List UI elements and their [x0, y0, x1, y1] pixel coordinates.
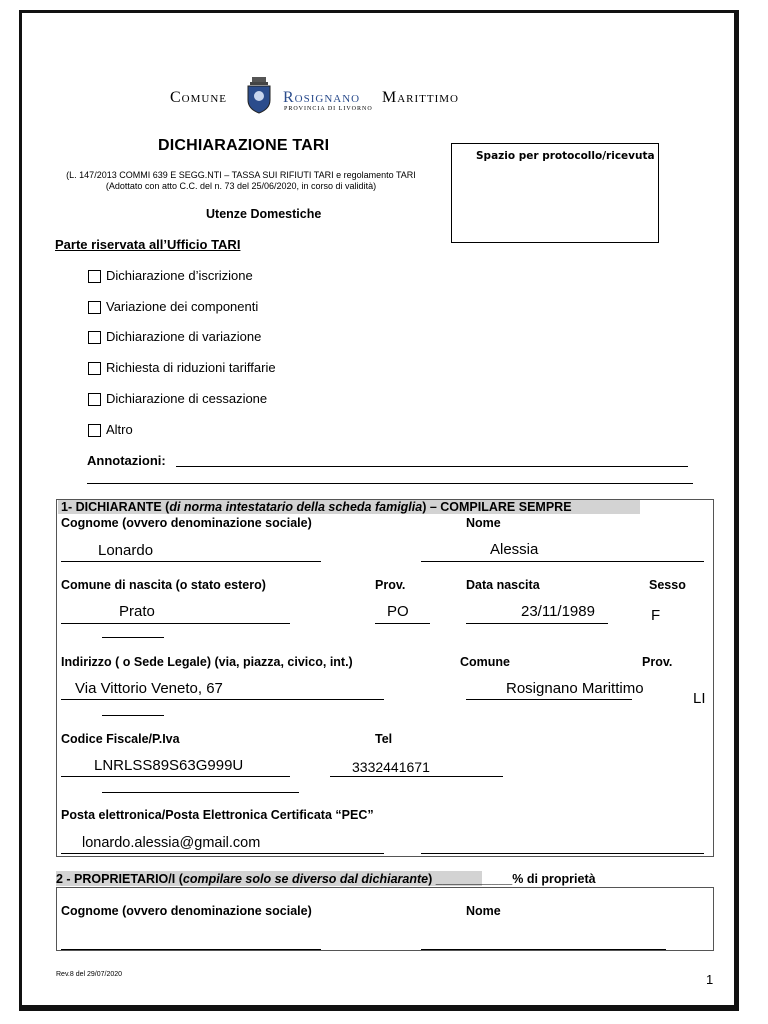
law-reference-line2: (Adottato con atto C.C. del n. 73 del 25/06/2020, in corso di validità) [105, 181, 377, 191]
protocol-box [451, 143, 659, 243]
nome-line [421, 561, 704, 562]
prop-nome-line[interactable] [421, 949, 666, 950]
checkbox-iscrizione[interactable] [88, 270, 101, 283]
annotazioni-label: Annotazioni: [87, 453, 166, 468]
comune-line [466, 699, 632, 700]
crest-icon [245, 76, 273, 114]
prop-cognome-line[interactable] [61, 949, 321, 950]
email-line-2 [421, 853, 704, 854]
comune-nascita-label: Comune di nascita (o stato estero) [61, 578, 266, 592]
indirizzo-value[interactable]: Via Vittorio Veneto, 67 [75, 680, 223, 697]
checkbox-altro[interactable] [88, 424, 101, 437]
prov-value[interactable]: PO [387, 603, 409, 620]
logo-provincia: PROVINCIA DI LIVORNO [284, 106, 373, 112]
tel-value[interactable]: 3332441671 [352, 759, 430, 775]
annotazioni-line-2[interactable] [87, 483, 693, 484]
logo-comune: Comune [170, 89, 228, 106]
sesso-line [102, 637, 164, 638]
protocol-label: Spazio per protocollo/ricevuta [476, 150, 655, 162]
option-variazione-componenti-label: Variazione dei componenti [106, 299, 259, 314]
ufficio-heading: Parte riservata all’Ufficio TARI [55, 237, 241, 252]
tel-label: Tel [375, 732, 393, 746]
option-cessazione-label: Dichiarazione di cessazione [106, 391, 268, 406]
nome-value[interactable]: Alessia [490, 541, 539, 558]
checkbox-variazione-componenti[interactable] [88, 301, 101, 314]
data-nascita-line [466, 623, 608, 624]
prov2-line [102, 715, 164, 716]
prop-nome-label: Nome [466, 904, 501, 918]
indirizzo-line [61, 699, 384, 700]
law-reference-line1: (L. 147/2013 COMMI 639 E SEGG.NTI – TASSA SUI RIFIUTI TARI e regolamento TARI [66, 170, 416, 180]
revision-label: Rev.8 del 29/07/2020 [56, 971, 123, 978]
comune-label: Comune [460, 655, 510, 669]
cognome-line [61, 561, 321, 562]
checkbox-riduzioni[interactable] [88, 362, 101, 375]
section2-title: 2 - PROPRIETARIO/I (compilare solo se diverso dal dichiarante) ___________% di proprietà [56, 872, 596, 886]
annotazioni-line-1[interactable] [176, 466, 688, 467]
data-nascita-value[interactable]: 23/11/1989 [521, 603, 595, 620]
prov-line [375, 623, 430, 624]
option-altro-label: Altro [106, 422, 133, 437]
codice-fiscale-line [61, 776, 290, 777]
nome-label: Nome [466, 516, 501, 530]
prov2-label: Prov. [642, 655, 673, 669]
checkbox-variazione[interactable] [88, 331, 101, 344]
logo-marittimo: Marittimo [382, 89, 459, 106]
section1-title: 1- DICHIARANTE (di norma intestatario della scheda famiglia) – COMPILARE SEMPRE [61, 500, 572, 514]
data-nascita-label: Data nascita [466, 578, 540, 592]
section-proprietario [56, 887, 714, 951]
option-iscrizione-label: Dichiarazione d’iscrizione [106, 268, 253, 283]
logo-rosignano: Rosignano [283, 89, 361, 106]
tel-line [330, 776, 503, 777]
sesso-label: Sesso [649, 578, 686, 592]
pec-label: Posta elettronica/Posta Elettronica Certificata “PEC” [61, 808, 374, 822]
email-line [61, 853, 384, 854]
cognome-label: Cognome (ovvero denominazione sociale) [61, 516, 312, 530]
sesso-value[interactable]: F [651, 607, 661, 624]
utenze-heading: Utenze Domestiche [206, 207, 322, 221]
indirizzo-label: Indirizzo ( o Sede Legale) (via, piazza, civico, int.) [61, 655, 353, 669]
page-number: 1 [706, 972, 714, 987]
option-riduzioni-label: Richiesta di riduzioni tariffarie [106, 360, 276, 375]
cognome-value[interactable]: Lonardo [98, 542, 154, 559]
prov2-value[interactable]: LI [693, 690, 706, 707]
document-title: DICHIARAZIONE TARI [158, 137, 330, 154]
option-variazione-label: Dichiarazione di variazione [106, 329, 262, 344]
codice-fiscale-line-2 [102, 792, 299, 793]
codice-fiscale-value[interactable]: LNRLSS89S63G999U [94, 757, 244, 774]
prov-label: Prov. [375, 578, 406, 592]
comune-nascita-value[interactable]: Prato [119, 603, 155, 620]
checkbox-cessazione[interactable] [88, 393, 101, 406]
proprieta-field[interactable]: ___________% di proprietà [435, 872, 596, 886]
comune-nascita-line [61, 623, 290, 624]
section-dichiarante [56, 499, 714, 857]
comune-value[interactable]: Rosignano Marittimo [506, 680, 644, 697]
prop-cognome-label: Cognome (ovvero denominazione sociale) [61, 904, 312, 918]
codice-fiscale-label: Codice Fiscale/P.Iva [61, 732, 180, 746]
email-value[interactable]: lonardo.alessia@gmail.com [82, 835, 261, 851]
